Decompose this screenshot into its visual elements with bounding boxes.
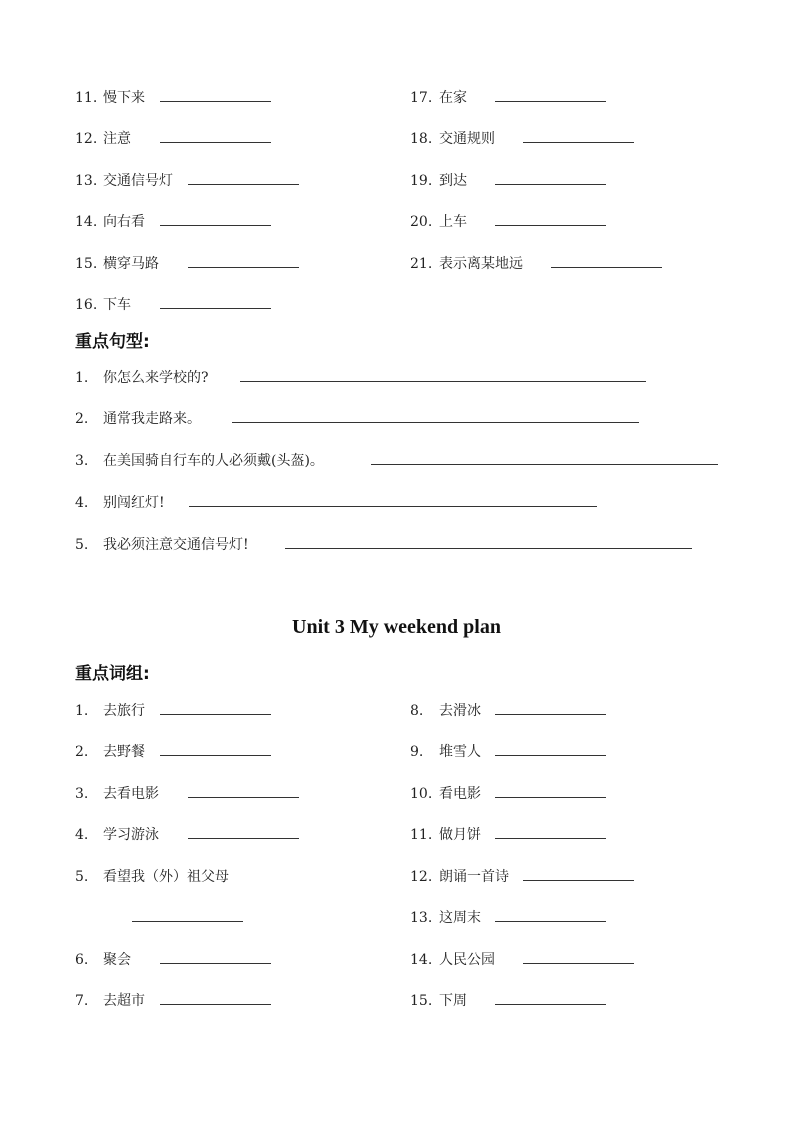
item-number: 6. bbox=[75, 952, 89, 968]
item-number: 15. bbox=[410, 993, 433, 1009]
item-prompt: 去旅行 bbox=[103, 703, 145, 719]
item-number: 19. bbox=[410, 173, 433, 189]
item-prompt: 做月饼 bbox=[439, 827, 481, 843]
item-number: 21. bbox=[410, 256, 433, 272]
item-number: 2. bbox=[75, 744, 89, 760]
exercise-item bbox=[0, 535, 793, 555]
item-number: 4. bbox=[75, 827, 89, 843]
answer-blank[interactable] bbox=[495, 742, 606, 756]
item-prompt: 到达 bbox=[439, 173, 467, 189]
item-number: 5. bbox=[75, 537, 89, 553]
answer-blank[interactable] bbox=[495, 88, 606, 102]
item-number: 1. bbox=[75, 703, 89, 719]
exercise-item bbox=[0, 129, 793, 149]
item-number: 1. bbox=[75, 370, 89, 386]
exercise-item bbox=[0, 368, 793, 388]
answer-blank[interactable] bbox=[132, 908, 243, 922]
item-number: 3. bbox=[75, 453, 89, 469]
item-number: 12. bbox=[75, 131, 98, 147]
item-number: 12. bbox=[410, 869, 433, 885]
exercise-item bbox=[0, 991, 793, 1011]
answer-blank[interactable] bbox=[240, 368, 646, 382]
item-prompt: 聚会 bbox=[103, 952, 131, 968]
item-prompt: 我必须注意交通信号灯! bbox=[103, 537, 249, 553]
answer-blank[interactable] bbox=[160, 295, 271, 309]
item-number: 14. bbox=[75, 214, 98, 230]
item-number: 13. bbox=[75, 173, 98, 189]
answer-blank[interactable] bbox=[371, 451, 718, 465]
item-number: 11. bbox=[410, 827, 433, 843]
item-prompt: 交通信号灯 bbox=[103, 173, 173, 189]
phrases-heading: 重点词组: bbox=[75, 664, 150, 684]
sentences-heading: 重点句型: bbox=[75, 332, 150, 352]
answer-blank[interactable] bbox=[523, 867, 634, 881]
exercise-item bbox=[0, 212, 793, 232]
answer-blank[interactable] bbox=[551, 254, 662, 268]
exercise-item bbox=[0, 409, 793, 429]
item-number: 8. bbox=[410, 703, 424, 719]
item-prompt: 这周末 bbox=[439, 910, 481, 926]
item-prompt: 通常我走路来。 bbox=[103, 411, 201, 427]
exercise-item bbox=[0, 784, 793, 804]
answer-blank[interactable] bbox=[495, 784, 606, 798]
exercise-item bbox=[0, 867, 793, 887]
answer-blank[interactable] bbox=[495, 991, 606, 1005]
exercise-item bbox=[0, 950, 793, 970]
item-prompt: 人民公园 bbox=[439, 952, 495, 968]
exercise-item bbox=[0, 88, 793, 108]
item-prompt: 去看电影 bbox=[103, 786, 159, 802]
answer-blank[interactable] bbox=[495, 701, 606, 715]
item-number: 15. bbox=[75, 256, 98, 272]
item-prompt: 堆雪人 bbox=[439, 744, 481, 760]
answer-blank[interactable] bbox=[495, 171, 606, 185]
item-number: 17. bbox=[410, 90, 433, 106]
answer-blank[interactable] bbox=[523, 950, 634, 964]
item-prompt: 下周 bbox=[439, 993, 467, 1009]
item-prompt: 学习游泳 bbox=[103, 827, 159, 843]
answer-blank[interactable] bbox=[232, 409, 639, 423]
answer-blank[interactable] bbox=[523, 129, 634, 143]
item-prompt: 上车 bbox=[439, 214, 467, 230]
answer-blank[interactable] bbox=[285, 535, 692, 549]
unit-title: Unit 3 My weekend plan bbox=[292, 616, 501, 638]
exercise-item bbox=[0, 701, 793, 721]
item-prompt: 在美国骑自行车的人必须戴(头盔)。 bbox=[103, 453, 324, 469]
exercise-item bbox=[0, 451, 793, 471]
item-number: 11. bbox=[75, 90, 98, 106]
item-prompt: 表示离某地远 bbox=[439, 256, 523, 272]
item-prompt: 去野餐 bbox=[103, 744, 145, 760]
exercise-item bbox=[0, 742, 793, 762]
item-prompt: 看望我（外）祖父母 bbox=[103, 869, 229, 885]
exercise-item bbox=[0, 295, 793, 315]
answer-blank[interactable] bbox=[189, 493, 597, 507]
answer-blank[interactable] bbox=[495, 212, 606, 226]
item-number: 9. bbox=[410, 744, 424, 760]
exercise-item bbox=[0, 493, 793, 513]
item-prompt: 朗诵一首诗 bbox=[439, 869, 509, 885]
item-number: 10. bbox=[410, 786, 433, 802]
exercise-item-continuation bbox=[0, 908, 793, 928]
exercise-item bbox=[0, 254, 793, 274]
item-number: 2. bbox=[75, 411, 89, 427]
item-prompt: 向右看 bbox=[103, 214, 145, 230]
item-prompt: 你怎么来学校的? bbox=[103, 370, 209, 386]
item-number: 5. bbox=[75, 869, 89, 885]
exercise-item bbox=[0, 825, 793, 845]
exercise-item bbox=[0, 171, 793, 191]
item-number: 18. bbox=[410, 131, 433, 147]
item-prompt: 下车 bbox=[103, 297, 131, 313]
item-number: 14. bbox=[410, 952, 433, 968]
item-prompt: 横穿马路 bbox=[103, 256, 159, 272]
item-prompt: 注意 bbox=[103, 131, 131, 147]
item-number: 20. bbox=[410, 214, 433, 230]
item-prompt: 看电影 bbox=[439, 786, 481, 802]
item-number: 3. bbox=[75, 786, 89, 802]
item-prompt: 慢下来 bbox=[103, 90, 145, 106]
item-prompt: 交通规则 bbox=[439, 131, 495, 147]
item-number: 13. bbox=[410, 910, 433, 926]
item-number: 16. bbox=[75, 297, 98, 313]
item-prompt: 在家 bbox=[439, 90, 467, 106]
item-number: 7. bbox=[75, 993, 89, 1009]
item-prompt: 去滑冰 bbox=[439, 703, 481, 719]
item-prompt: 别闯红灯! bbox=[103, 495, 165, 511]
answer-blank[interactable] bbox=[495, 825, 606, 839]
item-number: 4. bbox=[75, 495, 89, 511]
item-prompt: 去超市 bbox=[103, 993, 145, 1009]
